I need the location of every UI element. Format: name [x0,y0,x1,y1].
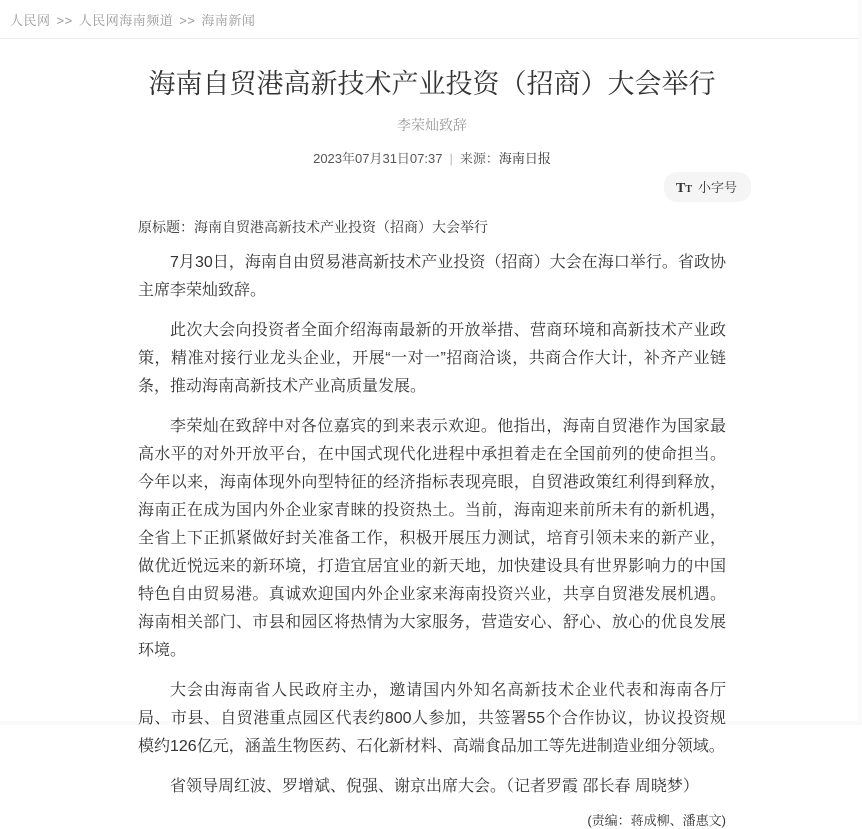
font-size-icon: TT [675,181,692,196]
article-body [138,217,751,801]
article-paragraph: 省领导周红波、罗增斌、倪强、谢京出席大会。（记者罗霞 邵长春 周晓梦） [170,778,699,795]
breadcrumb-link-hainan-news[interactable]: 海南新闻 [201,13,256,28]
original-title: 原标题：海南自贸港高新技术产业投资（招商）大会举行 [138,219,488,235]
article-container [138,66,751,829]
meta-separator: | [449,151,453,166]
source-label: 来源： [459,151,499,166]
article-paragraph: 此次大会向投资者全面介绍海南最新的开放举措、营商环境和高新技术产业政策，精准对接行业龙头企业，开展“一对一”招商洽谈，共商合作大计，补齐产业链条，推动海南高新技术产业高质量发展。 [138,322,726,395]
breadcrumb-separator: >> [179,13,196,28]
publish-date: 2023年07月31日07:37 [313,151,443,166]
article-paragraph: 大会由海南省人民政府主办，邀请国内外知名高新技术企业代表和海南各厅局、市县、自贸港重点园区代表约800人参加，共签署55个合作协议，协议投资规模约126亿元，涵盖生物医药、石化新材料、高端食品加工等先进制造业细分领域。 [138,682,726,755]
article-toolbar [138,172,751,202]
article-meta [138,148,751,167]
article-subtitle: 李荣灿致辞 [397,117,467,133]
breadcrumb-separator: >> [56,13,73,28]
editors-note: (责编：蒋成柳、潘惠文) [587,813,726,828]
font-size-button[interactable] [664,172,751,202]
source-link[interactable]: 海南日报 [498,151,551,166]
breadcrumb-link-peoples-daily[interactable]: 人民网 [10,13,51,28]
article-paragraph: 7月30日，海南自由贸易港高新技术产业投资（招商）大会在海口举行。省政协主席李荣灿致辞。 [138,254,726,299]
breadcrumb-link-hainan-channel[interactable]: 人民网海南频道 [78,13,174,28]
breadcrumb [0,0,858,39]
article-paragraph: 李荣灿在致辞中对各位嘉宾的到来表示欢迎。他指出，海南自贸港作为国家最高水平的对外开放平台，在中国式现代化进程中承担着走在全国前列的使命担当。今年以来，海南体现外向型特征的经济指标表现亮眼，自贸港政策红利得到释放，海南正在成为国内外企业家青睐的投资热土。当前，海南迎来前所未有的新机遇，全省上下正抓紧做好封关准备工作，积极开展压力测试，培育引领未来的新产业，做优近悦远来的新环境，打造宜居宜业的新天地，加快建设具有世界影响力的中国特色自由贸易港。真诚欢迎国内外企业家来海南投资兴业，共享自贸港发展机遇。海南相关部门、市县和园区将热情为大家服务，营造安心、舒心、放心的优良发展环境。 [138,418,726,659]
page-title: 海南自贸港高新技术产业投资（招商）大会举行 [148,69,716,99]
font-size-label: 小字号 [697,180,737,195]
